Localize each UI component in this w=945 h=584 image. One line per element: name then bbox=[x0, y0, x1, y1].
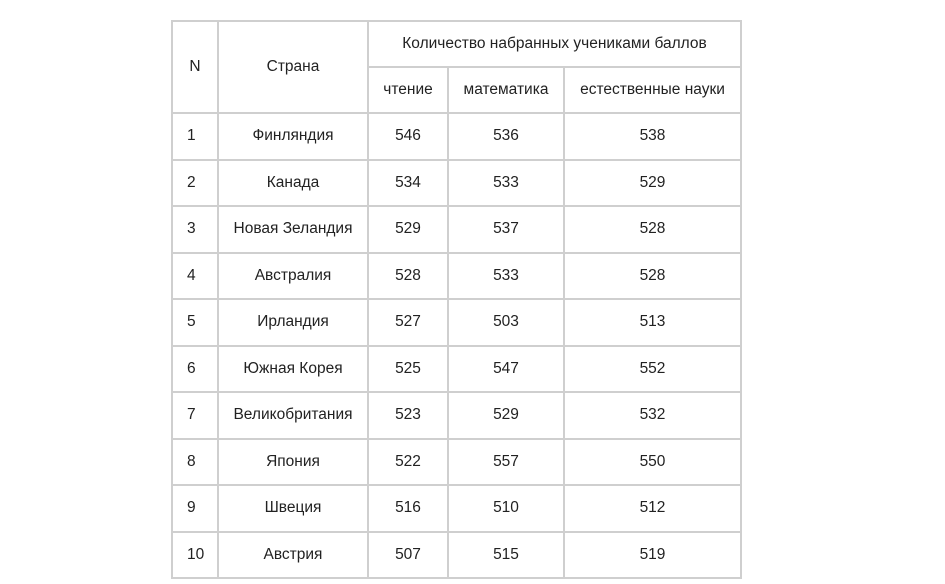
cell-country: Канада bbox=[218, 160, 368, 207]
table-row bbox=[172, 346, 741, 393]
table-row bbox=[172, 485, 741, 532]
cell-n: 7 bbox=[172, 392, 218, 439]
table-row bbox=[172, 206, 741, 253]
cell-science: 512 bbox=[564, 485, 741, 532]
cell-n: 10 bbox=[172, 532, 218, 579]
cell-math: 557 bbox=[448, 439, 564, 486]
table-row bbox=[172, 392, 741, 439]
table-row bbox=[172, 532, 741, 579]
table-row bbox=[172, 299, 741, 346]
header-math: математика bbox=[448, 67, 564, 113]
table-row bbox=[172, 160, 741, 207]
cell-math: 503 bbox=[448, 299, 564, 346]
table-row bbox=[172, 439, 741, 486]
cell-country: Южная Корея bbox=[218, 346, 368, 393]
cell-country: Швеция bbox=[218, 485, 368, 532]
results-table bbox=[171, 20, 742, 579]
cell-math: 547 bbox=[448, 346, 564, 393]
header-n: N bbox=[172, 21, 218, 113]
header-score-group: Количество набранных учениками баллов bbox=[368, 21, 741, 67]
cell-reading: 523 bbox=[368, 392, 448, 439]
cell-reading: 527 bbox=[368, 299, 448, 346]
header-science: естественные науки bbox=[564, 67, 741, 113]
cell-n: 1 bbox=[172, 113, 218, 160]
cell-n: 4 bbox=[172, 253, 218, 300]
cell-reading: 546 bbox=[368, 113, 448, 160]
cell-math: 536 bbox=[448, 113, 564, 160]
cell-n: 3 bbox=[172, 206, 218, 253]
cell-country: Ирландия bbox=[218, 299, 368, 346]
table-row bbox=[172, 113, 741, 160]
header-country: Страна bbox=[218, 21, 368, 113]
cell-science: 528 bbox=[564, 253, 741, 300]
cell-n: 6 bbox=[172, 346, 218, 393]
cell-math: 533 bbox=[448, 160, 564, 207]
cell-science: 550 bbox=[564, 439, 741, 486]
cell-reading: 534 bbox=[368, 160, 448, 207]
cell-science: 552 bbox=[564, 346, 741, 393]
cell-science: 529 bbox=[564, 160, 741, 207]
cell-n: 2 bbox=[172, 160, 218, 207]
cell-math: 537 bbox=[448, 206, 564, 253]
header-reading: чтение bbox=[368, 67, 448, 113]
cell-n: 5 bbox=[172, 299, 218, 346]
table-header bbox=[172, 21, 741, 113]
cell-reading: 516 bbox=[368, 485, 448, 532]
header-row-top bbox=[172, 21, 741, 67]
cell-science: 519 bbox=[564, 532, 741, 579]
cell-science: 528 bbox=[564, 206, 741, 253]
cell-science: 532 bbox=[564, 392, 741, 439]
cell-country: Австралия bbox=[218, 253, 368, 300]
table-body bbox=[172, 113, 741, 578]
cell-science: 538 bbox=[564, 113, 741, 160]
table-row bbox=[172, 253, 741, 300]
cell-science: 513 bbox=[564, 299, 741, 346]
cell-math: 515 bbox=[448, 532, 564, 579]
cell-n: 9 bbox=[172, 485, 218, 532]
cell-reading: 528 bbox=[368, 253, 448, 300]
cell-math: 529 bbox=[448, 392, 564, 439]
cell-country: Япония bbox=[218, 439, 368, 486]
cell-country: Великобритания bbox=[218, 392, 368, 439]
cell-country: Финляндия bbox=[218, 113, 368, 160]
cell-reading: 522 bbox=[368, 439, 448, 486]
cell-reading: 529 bbox=[368, 206, 448, 253]
cell-country: Новая Зеландия bbox=[218, 206, 368, 253]
cell-n: 8 bbox=[172, 439, 218, 486]
cell-math: 533 bbox=[448, 253, 564, 300]
cell-reading: 525 bbox=[368, 346, 448, 393]
cell-country: Австрия bbox=[218, 532, 368, 579]
cell-reading: 507 bbox=[368, 532, 448, 579]
cell-math: 510 bbox=[448, 485, 564, 532]
